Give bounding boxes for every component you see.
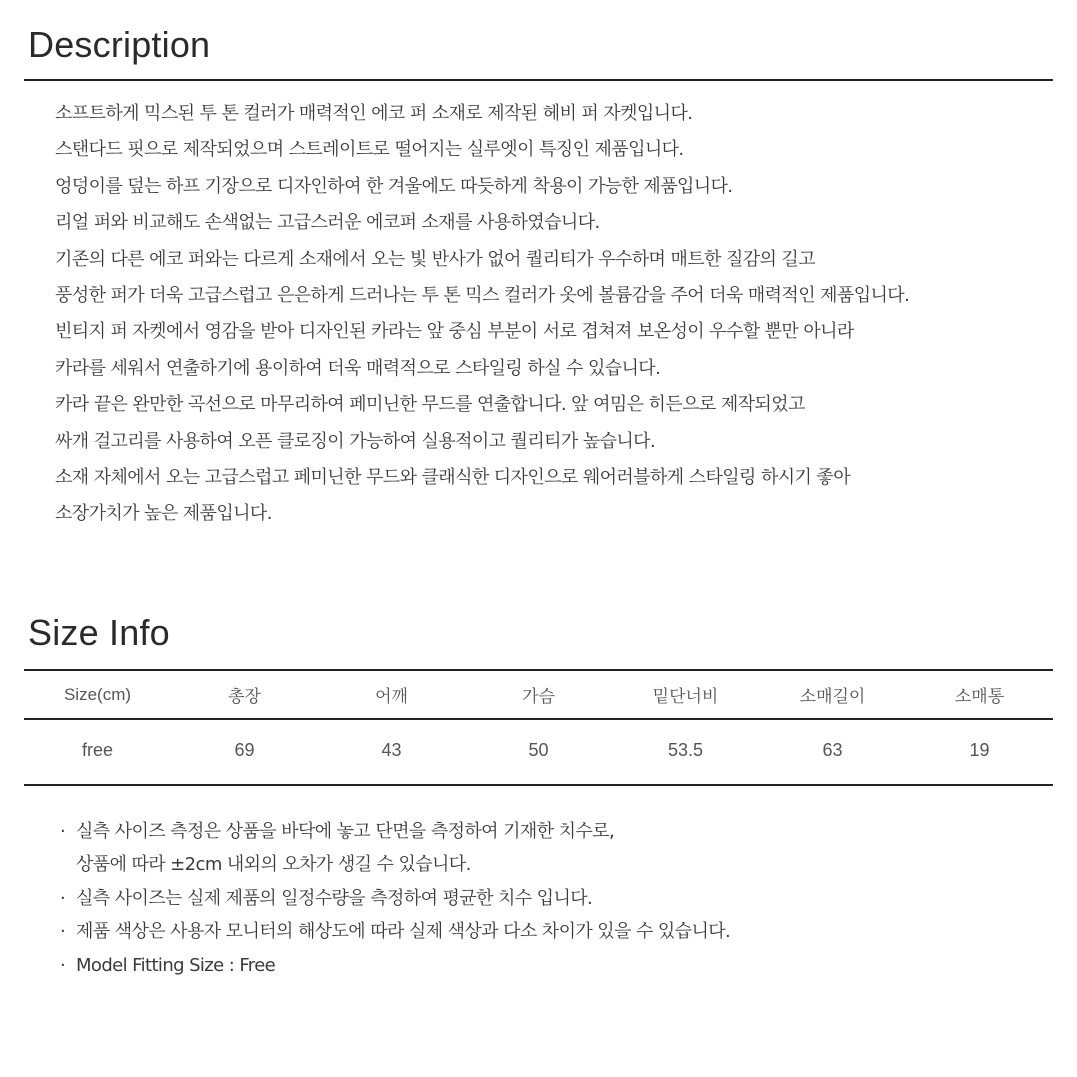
- description-line: 소재 자체에서 오는 고급스럽고 페미닌한 무드와 클래식한 디자인으로 웨어러블하게 스타일링 하시기 좋아: [55, 466, 851, 488]
- bullet-dot: ·: [60, 954, 66, 976]
- note-item: [60, 882, 730, 915]
- description-line: 소장가치가 높은 제품입니다.: [55, 503, 272, 525]
- size-column-header: Size(cm): [24, 670, 171, 719]
- size-column-header: 가슴: [465, 670, 612, 719]
- description-title: Description: [28, 24, 211, 65]
- size-info-title: Size Info: [28, 612, 170, 653]
- description-line: 엉덩이를 덮는 하프 기장으로 디자인하여 한 겨울에도 따듯하게 착용이 가능한 제품입니다.: [55, 175, 733, 197]
- size-table-body: [24, 719, 1053, 785]
- description-line: 소프트하게 믹스된 투 톤 컬러가 매력적인 에코 퍼 소재로 제작된 헤비 퍼 자켓입니다.: [55, 103, 693, 124]
- size-value-cell: 69: [171, 719, 318, 785]
- note-text: 실측 사이즈 측정은 상품을 바닥에 놓고 단면을 측정하여 기재한 치수로,: [76, 821, 615, 842]
- note-item: [60, 949, 730, 982]
- note-text: 상품에 따라 ±2cm 내외의 오차가 생길 수 있습니다.: [76, 854, 471, 876]
- note-item: [60, 915, 730, 948]
- description-line: 기존의 다른 에코 퍼와는 다르게 소재에서 오는 빛 반사가 없어 퀄리티가 우수하며 매트한 질감의 길고: [55, 248, 816, 270]
- size-column-header: 소매통: [906, 670, 1053, 719]
- note-text: 실측 사이즈는 실제 제품의 일정수량을 측정하여 평균한 치수 입니다.: [76, 887, 593, 909]
- description-line: 카라를 세워서 연출하기에 용이하여 더욱 매력적으로 스타일링 하실 수 있습니다.: [55, 357, 661, 379]
- size-value-cell: 53.5: [612, 719, 759, 785]
- description-line: 스탠다드 핏으로 제작되었으며 스트레이트로 떨어지는 실루엣이 특징인 제품입니다.: [55, 139, 684, 161]
- table-row: [24, 719, 1053, 785]
- note-text: Model Fitting Size : Free: [76, 954, 276, 976]
- note-item: [60, 815, 730, 848]
- size-column-header: 소매길이: [759, 670, 906, 719]
- description-line: 빈티지 퍼 자켓에서 영감을 받아 디자인된 카라는 앞 중심 부분이 서로 겹쳐져 보온성이 우수할 뿐만 아니라: [55, 321, 854, 343]
- size-notes: [60, 815, 730, 982]
- size-table: [24, 669, 1053, 786]
- description-line: 싸개 걸고리를 사용하여 오픈 클로징이 가능하여 실용적이고 퀄리티가 높습니다.: [55, 430, 656, 452]
- description-body: [55, 96, 909, 533]
- size-label-cell: free: [24, 719, 171, 785]
- description-divider: [24, 79, 1053, 81]
- size-value-cell: 43: [318, 719, 465, 785]
- size-value-cell: 63: [759, 719, 906, 785]
- size-column-header: 어깨: [318, 670, 465, 719]
- description-line: 카라 끝은 완만한 곡선으로 마무리하여 페미닌한 무드를 연출합니다. 앞 여밈은 히든으로 제작되었고: [55, 394, 805, 416]
- size-column-header: 총장: [171, 670, 318, 719]
- size-column-header: 밑단너비: [612, 670, 759, 719]
- size-table-header-row: [24, 670, 1053, 719]
- size-value-cell: 50: [465, 719, 612, 785]
- size-value-cell: 19: [906, 719, 1053, 785]
- bullet-dot: ·: [60, 887, 66, 909]
- note-item: [60, 848, 730, 881]
- bullet-dot: ·: [60, 921, 66, 943]
- note-text: 제품 색상은 사용자 모니터의 해상도에 따라 실제 색상과 다소 차이가 있을 수 있습니다.: [76, 921, 731, 943]
- bullet-dot: ·: [60, 821, 66, 842]
- description-line: 리얼 퍼와 비교해도 손색없는 고급스러운 에코퍼 소재를 사용하였습니다.: [55, 212, 600, 234]
- description-line: 풍성한 퍼가 더욱 고급스럽고 은은하게 드러나는 투 톤 믹스 컬러가 옷에 볼륨감을 주어 더욱 매력적인 제품입니다.: [55, 284, 910, 306]
